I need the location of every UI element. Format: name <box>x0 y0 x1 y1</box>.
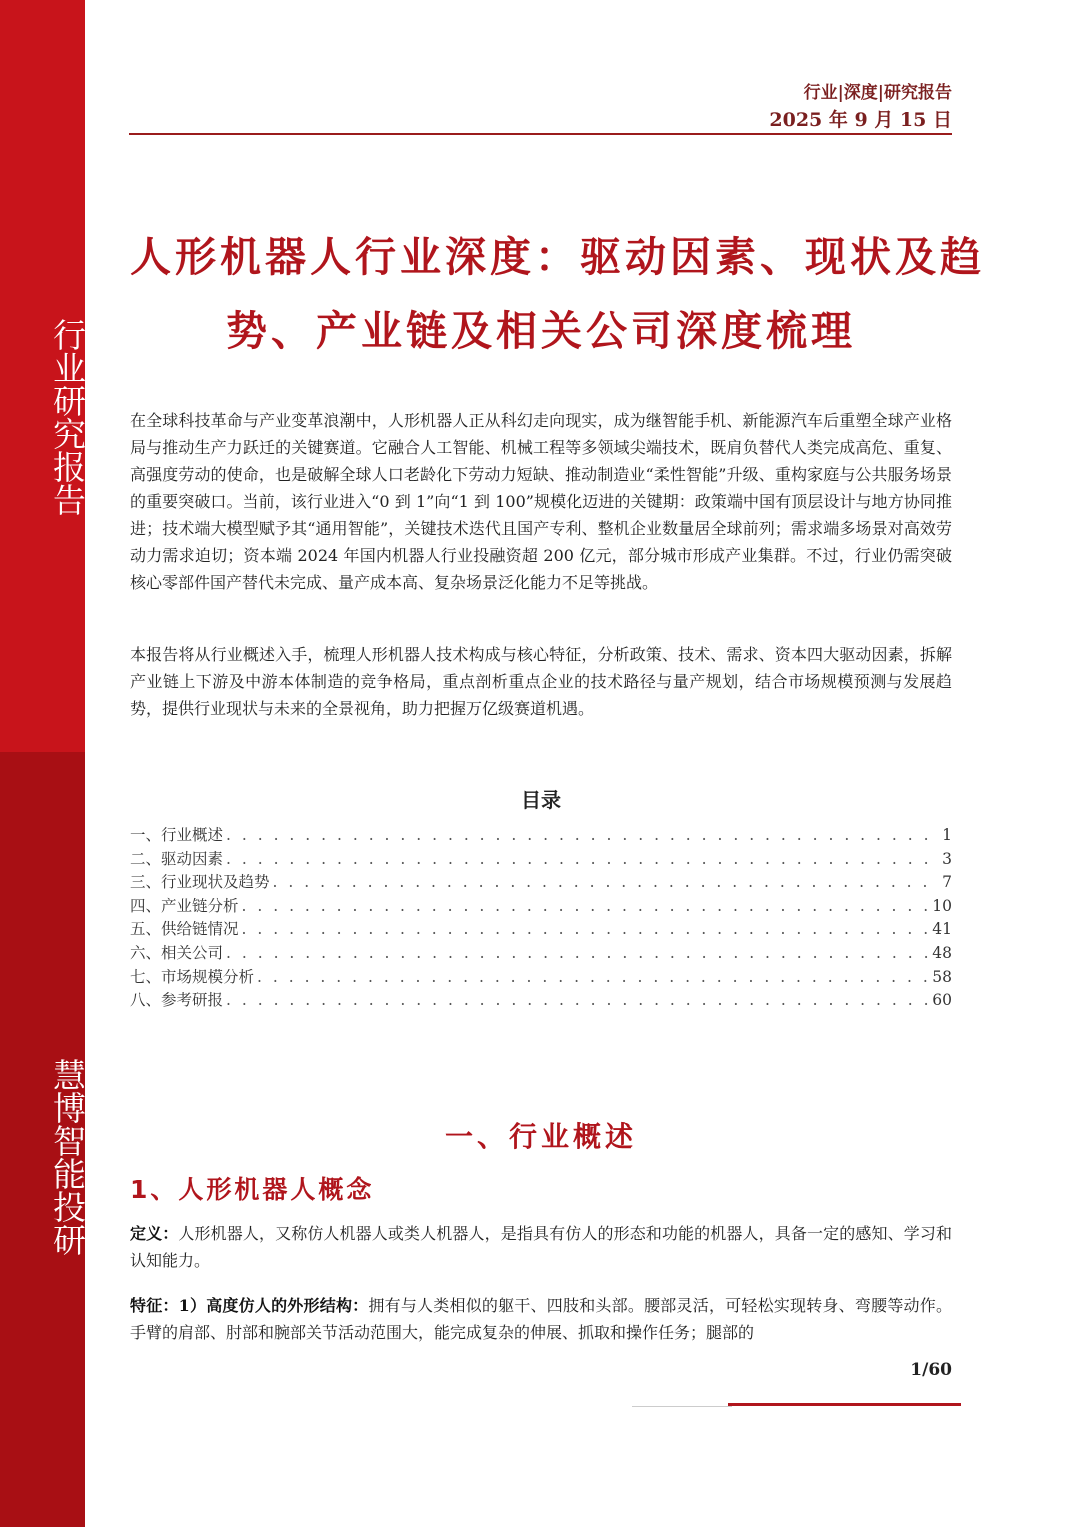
report-title-line-2: 势、产业链及相关公司深度梳理 <box>226 307 856 355</box>
toc-title: 目录 <box>521 788 561 812</box>
toc-leader-dots <box>226 944 929 962</box>
report-type: 行业|深度|研究报告 <box>803 83 952 103</box>
feature-label: 特征：1）高度仿人的外形结构： <box>130 1296 369 1315</box>
subsection-heading: 1、人形机器人概念 <box>130 1175 375 1204</box>
toc-item[interactable] <box>130 847 952 871</box>
toc-leader-dots <box>242 897 930 915</box>
toc-item-page: 3 <box>942 849 952 868</box>
sidebar-report-label: 行业研究报告 <box>48 318 87 516</box>
report-title <box>130 220 985 368</box>
report-title-line-1: 人形机器人行业深度：驱动因素、现状及趋 <box>130 233 985 281</box>
toc-item-label: 一、行业概述 <box>130 826 224 844</box>
definition-label: 定义： <box>130 1224 179 1243</box>
toc-item[interactable] <box>130 917 952 941</box>
toc-item-label: 二、驱动因素 <box>130 849 224 868</box>
toc-item-page: 41 <box>932 920 952 939</box>
toc-item-label: 六、相关公司 <box>130 943 224 962</box>
toc-item-page: 58 <box>932 967 952 986</box>
toc-item-label: 三、行业现状及趋势 <box>130 873 270 892</box>
toc-item[interactable] <box>130 988 952 1012</box>
toc-leader-dots <box>226 991 929 1009</box>
toc-item-page: 60 <box>932 991 952 1010</box>
table-of-contents <box>130 823 952 1012</box>
toc-item-label: 八、参考研报 <box>130 991 224 1010</box>
report-date: 2025 年 9 月 15 日 <box>769 109 952 131</box>
toc-item-label: 四、产业链分析 <box>130 896 239 915</box>
intro-paragraph-1: 在全球科技革命与产业变革浪潮中，人形机器人正从科幻走向现实，成为继智能手机、新能源汽车后重塑全球产业格局与推动生产力跃迁的关键赛道。它融合人工智能、机械工程等多领域尖端技术，既肩负替代人类完成高危、重复、高强度劳动的使命，也是破解全球人口老龄化下劳动力短缺、推动制造业“柔性智能”升级、重构家庭与公共服务场景的重要突破口。当前，该行业进入“0 到 1”向“1 到 100”规模化迈进的关键期：政策端中国有顶层设计与地方协同推进；技术端大模型赋予其“通用智能”，关键技术迭代且国产专利、整机企业数量居全球前列；需求端多场景对高效劳动力需求迫切；资本端 2024 年国内机器人行业投融资超 200 亿元，部分城市形成产业集群。不过，行业仍需突破核心零部件国产替代未完成、量产成本高、复杂场景泛化能力不足等挑战。 <box>130 411 952 592</box>
toc-item[interactable] <box>130 941 952 965</box>
intro-paragraph-2: 本报告将从行业概述入手，梳理人形机器人技术构成与核心特征，分析政策、技术、需求、资本四大驱动因素，拆解产业链上下游及中游本体制造的竞争格局，重点剖析重点企业的技术路径与量产规划，结合市场规模预测与发展趋势，提供行业现状与未来的全景视角，助力把握万亿级赛道机遇。 <box>130 645 952 718</box>
toc-leader-dots <box>257 968 929 986</box>
footer-divider <box>728 1403 961 1406</box>
footer-divider-light <box>632 1406 732 1407</box>
toc-item-page: 7 <box>942 873 952 892</box>
toc-item-page: 1 <box>942 826 952 844</box>
toc-item-label: 七、市场规模分析 <box>130 967 255 986</box>
feature-paragraph <box>130 1292 952 1346</box>
left-sidebar-band <box>0 0 85 1527</box>
feature-text: 拥有与人类相似的躯干、四肢和头部。腰部灵活，可轻松实现转身、弯腰等动作。手臂的肩部、肘部和腕部关节活动范围大，能完成复杂的伸展、抓取和操作任务；腿部的 <box>130 1296 952 1342</box>
toc-item[interactable] <box>130 965 952 989</box>
page-number: 1/60 <box>910 1360 952 1380</box>
toc-leader-dots <box>242 920 930 938</box>
definition-text: 人形机器人，又称仿人机器人或类人机器人，是指具有仿人的形态和功能的机器人，具备一定的感知、学习和认知能力。 <box>130 1224 952 1270</box>
toc-item[interactable] <box>130 823 952 847</box>
toc-item-page: 48 <box>932 943 952 962</box>
header-divider <box>129 133 952 135</box>
toc-item-page: 10 <box>932 896 952 915</box>
definition-paragraph <box>130 1220 952 1274</box>
toc-leader-dots <box>273 873 940 891</box>
toc-leader-dots <box>226 826 939 844</box>
sidebar-brand-label: 慧博智能投研 <box>48 1058 87 1256</box>
toc-item-label: 五、供给链情况 <box>130 920 239 939</box>
section-heading: 一、行业概述 <box>444 1120 637 1153</box>
toc-item[interactable] <box>130 870 952 894</box>
toc-item[interactable] <box>130 894 952 918</box>
toc-leader-dots <box>226 850 939 868</box>
